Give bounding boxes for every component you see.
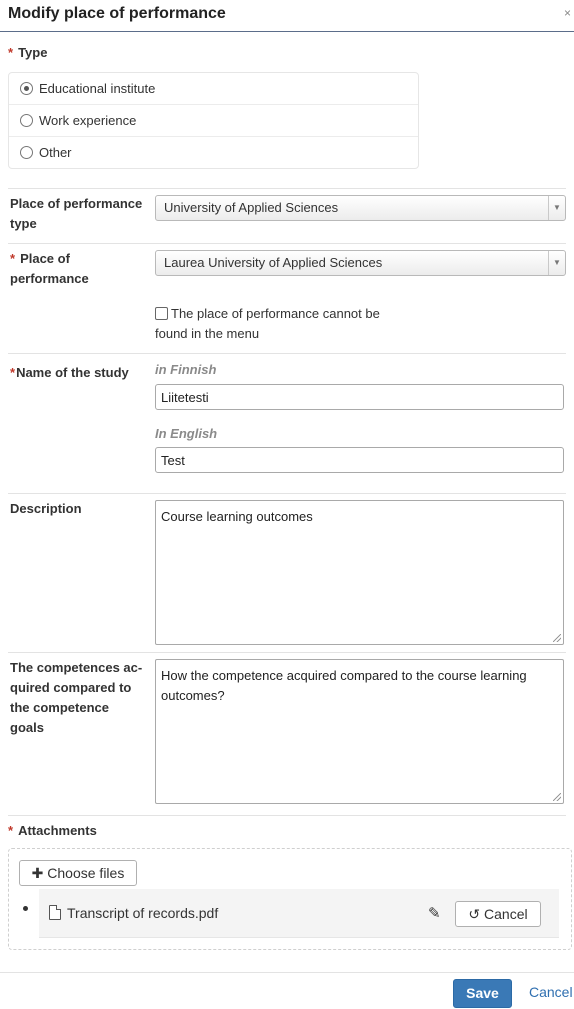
- choose-files-button[interactable]: [19, 860, 137, 886]
- english-sublabel: In English: [155, 426, 218, 441]
- description-label: Description: [10, 501, 82, 516]
- type-label: Type: [18, 45, 48, 60]
- description-textarea[interactable]: [155, 500, 564, 645]
- divider: [8, 815, 566, 816]
- list-bullet: [23, 906, 28, 911]
- competences-label: The competences ac- quired compared to the competence goals: [10, 660, 143, 735]
- divider: [8, 188, 566, 189]
- radio-button[interactable]: [20, 146, 33, 159]
- dialog-header: [0, 0, 574, 32]
- divider: [8, 243, 566, 244]
- radio-label: Work experience: [39, 113, 137, 128]
- place-type-value: University of Applied Sciences: [164, 200, 339, 215]
- resize-handle-icon[interactable]: [553, 634, 561, 642]
- attachments-label-row: [8, 821, 97, 841]
- footer-divider: [0, 972, 574, 973]
- type-label-row: [8, 43, 47, 63]
- place-type-label: Place of performance type: [10, 196, 143, 231]
- close-icon[interactable]: ×: [563, 6, 571, 20]
- cancel-attachment-button[interactable]: [455, 901, 541, 927]
- radio-label: Educational institute: [39, 81, 156, 96]
- plus-icon: ✚: [31, 865, 44, 881]
- required-marker: *: [10, 251, 16, 266]
- radio-option-work-experience[interactable]: [9, 104, 418, 136]
- place-value: Laurea University of Applied Sciences: [164, 255, 383, 270]
- save-button[interactable]: Save: [453, 979, 512, 1008]
- radio-label: Other: [39, 145, 72, 160]
- study-name-label: Name of the study: [16, 365, 129, 380]
- place-label-row: [10, 249, 122, 289]
- finnish-sublabel: in Finnish: [155, 362, 217, 377]
- study-name-label-row: [10, 363, 129, 383]
- place-not-found-label[interactable]: The place of performance cannot be found in the menu: [155, 306, 380, 341]
- cancel-attachment-label: Cancel: [484, 906, 528, 922]
- competences-text: How the competence acquired compared to the course learning outcomes?: [161, 668, 527, 703]
- radio-option-other[interactable]: [9, 136, 418, 168]
- place-label: Place of performance: [10, 251, 89, 286]
- chevron-down-icon[interactable]: ▼: [548, 196, 565, 220]
- required-marker: *: [8, 823, 14, 838]
- place-select[interactable]: [155, 250, 566, 276]
- radio-button-selected[interactable]: [20, 82, 33, 95]
- radio-option-educational[interactable]: [9, 73, 418, 104]
- resize-handle-icon[interactable]: [553, 793, 561, 801]
- required-marker: *: [10, 365, 16, 380]
- attachment-file-name[interactable]: Transcript of records.pdf: [67, 905, 219, 921]
- study-name-english-input[interactable]: Test: [155, 447, 564, 473]
- divider: [8, 652, 566, 653]
- attachment-file-row: [39, 889, 559, 938]
- file-icon: [49, 905, 61, 920]
- study-name-finnish-input[interactable]: Liitetesti: [155, 384, 564, 410]
- cancel-link[interactable]: Cancel: [529, 984, 573, 1000]
- required-marker: *: [8, 45, 14, 60]
- pencil-icon[interactable]: ✎: [428, 905, 441, 922]
- attachments-dropzone: [8, 848, 572, 950]
- description-text: Course learning outcomes: [161, 509, 313, 524]
- dialog-title: Modify place of performance: [8, 5, 226, 22]
- attachments-label: Attachments: [18, 823, 97, 838]
- competences-textarea[interactable]: [155, 659, 564, 804]
- place-type-select[interactable]: [155, 195, 566, 221]
- choose-files-label: Choose files: [47, 865, 125, 881]
- type-radio-group: [8, 72, 419, 169]
- chevron-down-icon[interactable]: ▼: [548, 251, 565, 275]
- divider: [8, 353, 566, 354]
- undo-icon: ↺: [468, 906, 481, 922]
- divider: [8, 493, 566, 494]
- radio-button[interactable]: [20, 114, 33, 127]
